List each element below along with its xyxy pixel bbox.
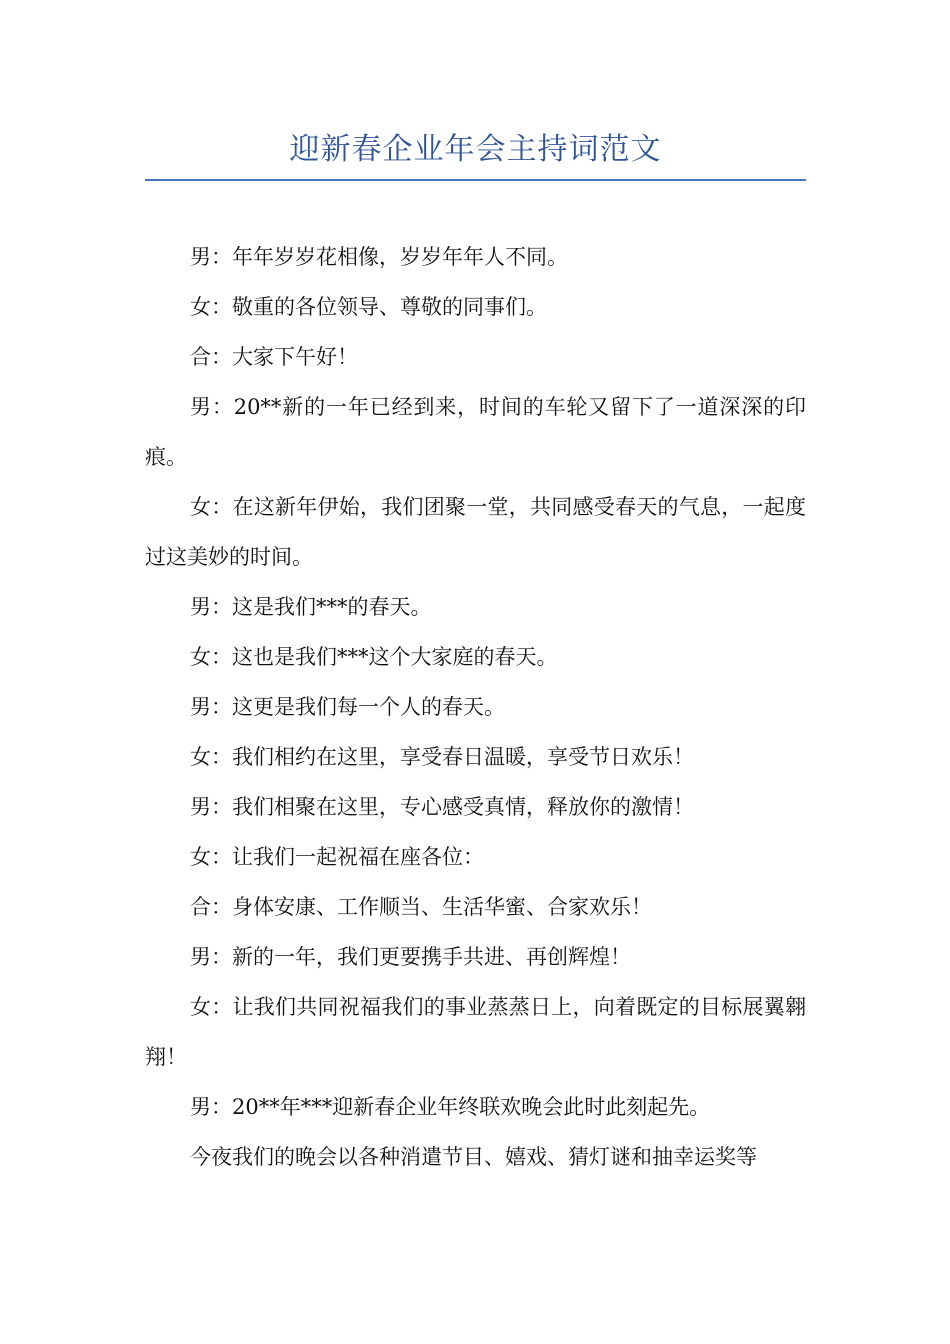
paragraph-15: 男：20**年***迎新春企业年终联欢晚会此时此刻起先。: [190, 1095, 711, 1119]
paragraph-12: 合：身体安康、工作顺当、生活华蜜、合家欢乐！: [190, 895, 652, 919]
paragraph-10: 男：我们相聚在这里，专心感受真情，释放你的激情！: [190, 795, 694, 819]
paragraph-9: 女：我们相约在这里，享受春日温暖，享受节日欢乐！: [190, 745, 694, 769]
paragraph-11: 女：让我们一起祝福在座各位：: [190, 845, 484, 869]
paragraph-6: 男：这是我们***的春天。: [190, 595, 432, 619]
paragraph-5: 女：在这新年伊始，我们团聚一堂，共同感受春天的气息，一起度过这美妙的时间。: [145, 495, 806, 569]
paragraph-4: 男：20**新的一年已经到来，时间的车轮又留下了一道深深的印痕。: [145, 395, 806, 469]
paragraph-13: 男：新的一年，我们更要携手共进、再创辉煌！: [190, 945, 631, 969]
paragraph-2: 女：敬重的各位领导、尊敬的同事们。: [190, 295, 547, 319]
document-title: 迎新春企业年会主持词范文: [289, 132, 662, 167]
paragraph-7: 女：这也是我们***这个大家庭的春天。: [190, 645, 558, 669]
paragraph-3: 合：大家下午好！: [190, 345, 358, 369]
paragraph-8: 男：这更是我们每一个人的春天。: [190, 695, 505, 719]
paragraph-14: 女：让我们共同祝福我们的事业蒸蒸日上，向着既定的目标展翼翱翔！: [145, 995, 806, 1069]
title-underline: [145, 179, 806, 181]
document-body: [145, 232, 806, 1182]
paragraph-16: 今夜我们的晚会以各种消遣节目、嬉戏、猜灯谜和抽幸运奖等: [190, 1145, 757, 1169]
paragraph-1: 男：年年岁岁花相像，岁岁年年人不同。: [190, 245, 568, 269]
